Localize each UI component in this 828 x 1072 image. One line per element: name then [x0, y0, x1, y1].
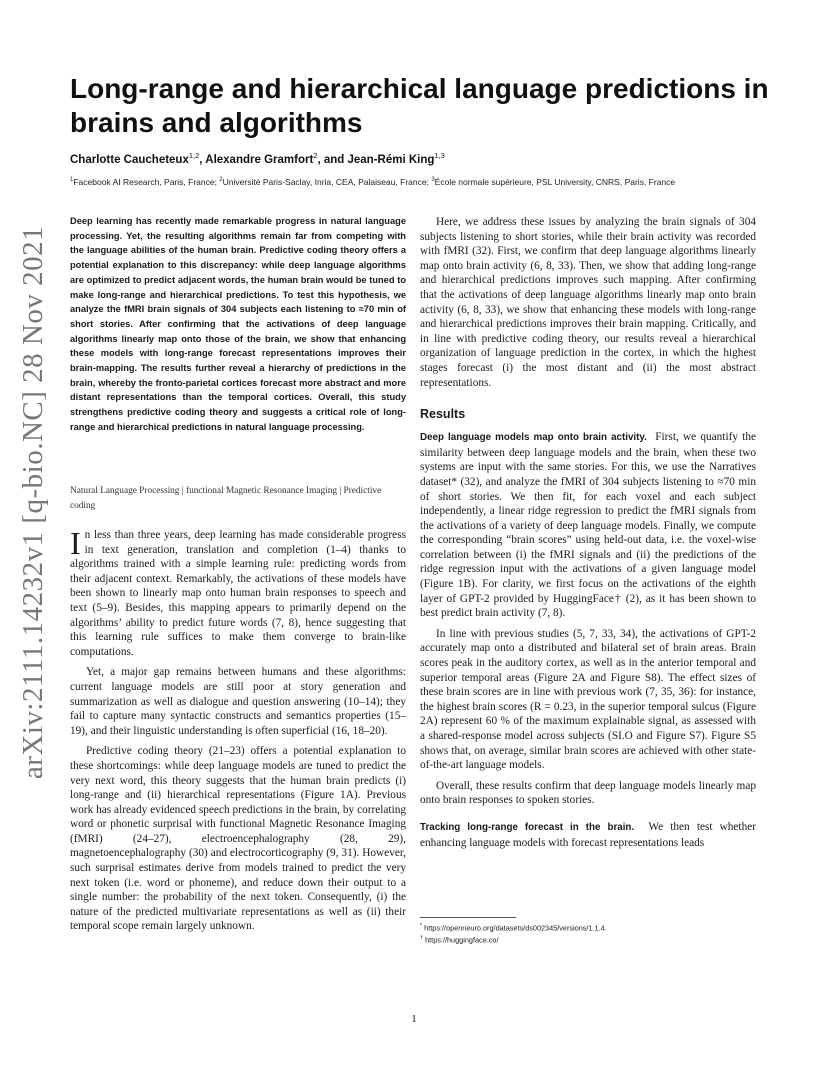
author-affiliation-mark: 1,3	[434, 151, 445, 160]
results-paragraph-4-text: We then test whether enhancing language models with forecast representations leads	[420, 820, 756, 849]
affiliation-text: École normale supérieure, PSL University, CNRS, Paris, France	[434, 177, 676, 187]
intro-paragraph-1	[70, 525, 406, 659]
arxiv-identifier	[16, 225, 52, 780]
results-paragraph-1	[420, 430, 756, 621]
author-affiliation-mark: 1,2	[188, 151, 200, 160]
affiliation-mark: 1	[70, 177, 74, 184]
drop-cap: I	[70, 525, 81, 561]
affiliation-mark: 2	[219, 177, 223, 184]
results-paragraph-1-text: First, we quantify the similarity between deep language models and the brain, when these two systems are input with the same stories. For this, we use the Narratives dataset* (32), and analyze the fMRI of 304 subjects listening to ≈70 min of short stories. We then fit, for each voxel and each subject independently, a linear ridge regression to predict the fMRI signals from the activations of a variety of deep language models. Finally, we compute the corresponding “brain scores” using held-out data, i.e. the voxel-wise correlation between (i) the fMRI signals and (ii) the predictions of the ridge regression input with the activations of a given language model (Figure 1B). For clarity, we first focus on the activations of the eighth layer of GPT-2 provided by HuggingFace† (2), as it has been shown to best predict brain activity (7, 8).	[420, 431, 756, 620]
footnote-link[interactable]: https://openneuro.org/datasets/ds002345/versions/1.1.4.	[424, 923, 607, 933]
keywords: Natural Language Processing | functional Magnetic Resonance Imaging | Predictive coding	[70, 486, 382, 511]
affiliation-text: Facebook AI Research, Paris, France;	[73, 177, 220, 187]
footnote-link[interactable]: https://huggingface.co/	[425, 935, 499, 945]
author-list	[70, 151, 445, 166]
footnote-mark: *	[420, 923, 423, 929]
right-column-body	[420, 215, 756, 850]
left-column-body	[70, 525, 406, 934]
intro-paragraph-1-text: n less than three years, deep learning has made considerable progress in text generation, translation and completion (1–4) thanks to algorithms trained with a simple learning rule: predicting words from their adjacent context. Remarkably, the activations of these models have been shown to linearly map onto human brain responses to speech and text (5–9). Besides, this mapping appears to primarily depend on the algorithms’ ability to predict future words (7, 8), hence suggesting that this learning rule suffices to make them converge to brain-like computations.	[70, 529, 406, 658]
paper-title: Long-range and hierarchical language predictions in brains and algorithms	[70, 73, 769, 138]
author-separator: , and	[317, 153, 348, 166]
paragraph-heading: Deep language models map onto brain activity.	[420, 432, 647, 444]
abstract: Deep learning has recently made remarkable progress in natural language processing. Yet, the resulting algorithms remain far from competing with the language abilities of the human brain. Predictive coding theory offers a potential explanation to this discrepancy: while deep language algorithms are optimized to predict adjacent words, the human brain would be tuned to make long-range and hierarchical predictions. To test this hypothesis, we analyze the fMRI brain signals of 304 subjects each listening to ≈70 min of short stories. After confirming that the activations of deep language algorithms linearly map onto those of the brain, we show that enhancing these models with long-range forecast representations improves their brain-mapping. The results further reveal a hierarchy of predictions in the brain, whereby the fronto-parietal cortices forecast more abstract and more distant representations than the temporal cortices. Overall, this study strengthens predictive coding theory and suggests a critical role of long-range and hierarchical predictions in natural language processing.	[70, 216, 406, 432]
author-separator: ,	[199, 153, 206, 166]
results-paragraph-3: Overall, these results confirm that deep language models linearly map onto brain responses to spoken stories.	[420, 779, 756, 807]
page-number: 1	[411, 1013, 417, 1025]
footnote	[420, 933, 756, 945]
affiliation-mark: 3	[431, 177, 435, 184]
author-affiliation-mark: 2	[313, 151, 318, 160]
affiliations	[70, 177, 770, 187]
arxiv-identifier-text: arXiv:2111.14232v1 [q-bio.NC] 28 Nov 2021	[17, 225, 50, 780]
results-paragraph-4	[420, 820, 756, 850]
intro-paragraph-4: Here, we address these issues by analyzing the brain signals of 304 subjects listening to short stories, while their brain activity was recorded with fMRI (32). First, we confirm that deep language algorithms linearly map onto brain activity (6, 8, 33). Then, we show that adding long-range and hierarchical predictions improves such mapping. After confirming that the activations of deep language algorithms linearly map onto brain activity (6, 8, 33), we show that enhancing these models with long-range and hierarchical predictions improves their brain mapping. Critically, and in line with predictive coding theory, our results reveal a hierarchical organization of language prediction in the cortex, in which the highest stages forecast (i) the most distant and (ii) the most abstract representations.	[420, 216, 756, 389]
footnote-mark: †	[420, 935, 424, 942]
author-name: Alexandre Gramfort	[205, 153, 314, 166]
intro-paragraph-3: Predictive coding theory (21–23) offers a potential explanation to these shortcomings: while deep language models are tuned to predict the very next word, this theory suggests that the human brain predicts (i) long-range and (ii) hierarchical representations (Figure 1A). Previous work has already evidenced speech predictions in the brain, by correlating word or phonetic surprisal with functional Magnetic Resonance Imaging (fMRI) (24–27), electroencephalography (28, 29), magnetoencephalography (30) and electrocorticography (9, 31). However, such surprisal estimates derive from models trained to predict the very next token (i.e. word or phoneme), and reduce down their output to a single number: the probability of the next token. Consequently, (i) the nature of the predicted multivariate representations as well as (ii) their temporal scope remain largely unknown.	[70, 745, 406, 933]
results-heading: Results	[420, 407, 466, 422]
results-paragraph-2: In line with previous studies (5, 7, 33, 34), the activations of GPT-2 accurately map onto a distributed and bilateral set of brain areas. Brain scores peak in the auditory cortex, as well as in the anterior temporal and superior temporal areas (Figure 2A and Figure S8). The effect sizes of these brain scores are in line with previous work (7, 35, 36): for instance, the highest brain scores (R = 0.23, in the superior temporal sulcus (Figure 2A) represent 60 % of the maximum explainable signal, as assessed with a shared-response model across subjects (SI.O and Figure S7). Figure S5 shows that, on average, similar brain scores are achieved with other state-of-the-art language models.	[420, 627, 756, 772]
affiliation-text: Université Paris-Saclay, Inria, CEA, Palaiseau, France;	[222, 177, 432, 187]
author-name: Jean-Rémi King	[347, 153, 435, 166]
author-name: Charlotte Caucheteux	[70, 153, 189, 166]
footnote-divider	[420, 917, 516, 918]
footnote	[420, 921, 756, 933]
paragraph-heading: Tracking long-range forecast in the brain.	[420, 821, 635, 833]
intro-paragraph-2: Yet, a major gap remains between humans and these algorithms: current language models are still poor at story generation and summarization as well as dialogue and question answering (10–14); they fail to capture many syntactic constructs and semantics properties (15–19), and their linguistic understanding is often superficial (16, 18–20).	[70, 666, 406, 737]
footnotes	[420, 921, 756, 946]
